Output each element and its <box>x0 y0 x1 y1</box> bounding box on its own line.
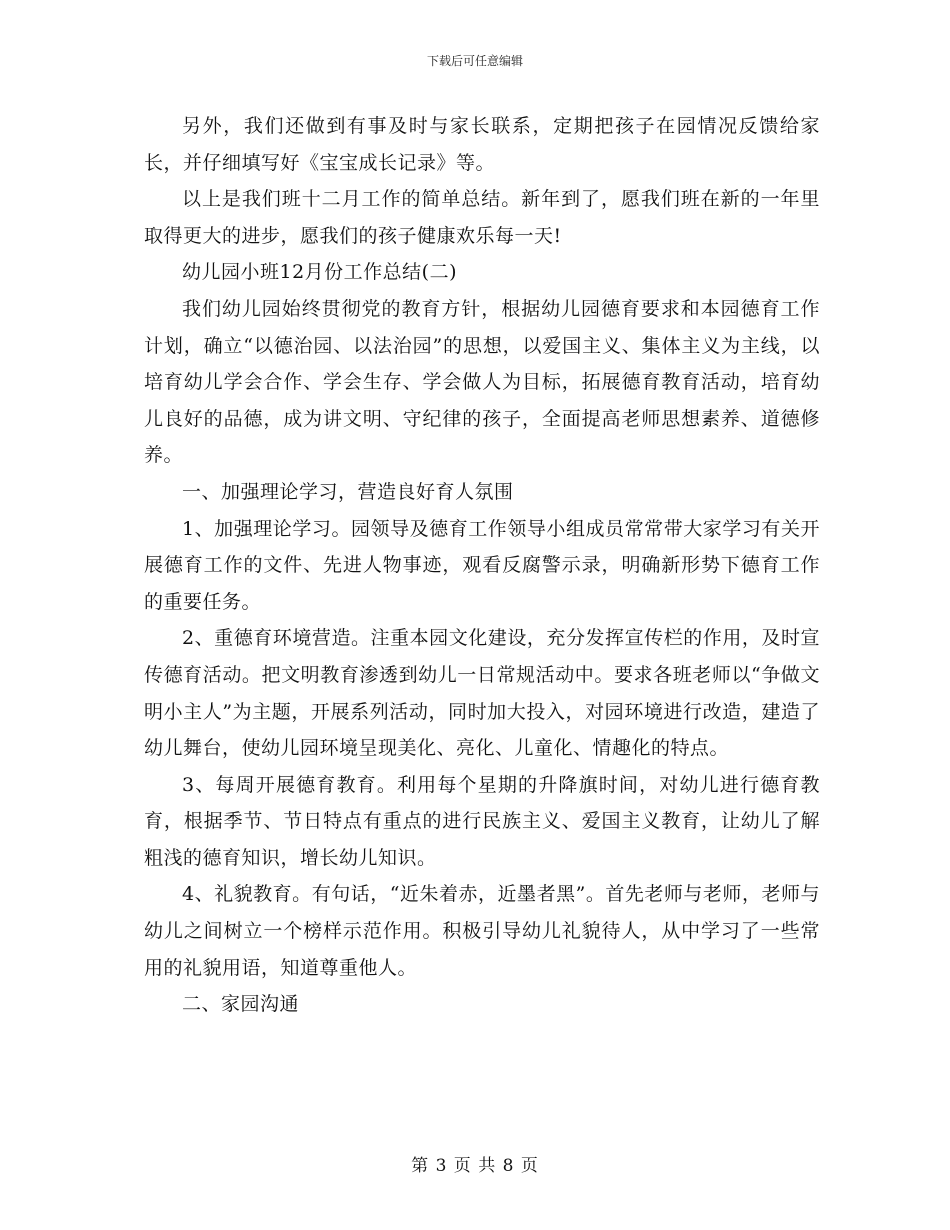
paragraph-item-3: 3、每周开展德育教育。利用每个星期的升降旗时间，对幼儿进行德育教育，根据季节、节日特点有重点的进行民族主义、爱国主义教育，让幼儿了解粗浅的德育知识，增长幼儿知识。 <box>144 773 820 869</box>
paragraph-summary: 以上是我们班十二月工作的简单总结。新年到了，愿我们班在新的一年里取得更大的进步，愿我们的孩子健康欢乐每一天! <box>144 188 820 247</box>
section-title: 幼儿园小班12月份工作总结(二) <box>182 261 458 284</box>
page-header: 下载后可任意编辑 <box>426 54 523 68</box>
paragraph-intro: 我们幼儿园始终贯彻党的教育方针，根据幼儿园德育要求和本园德育工作计划，确立“以德治园、以法治园”的思想，以爱国主义、集体主义为主线，以培育幼儿学会合作、学会生存、学会做人为目标，拓展德育教育活动，培育幼儿良好的品德，成为讲文明、守纪律的孩子，全面提高老师思想素养、道德修养。 <box>144 297 820 467</box>
heading-theory-study: 一、加强理论学习，营造良好育人氛围 <box>182 480 514 503</box>
paragraph-item-2: 2、重德育环境营造。注重本园文化建设，充分发挥宣传栏的作用，及时宣传德育活动。把文明教育渗透到幼儿一日常规活动中。要求各班老师以“争做文明小主人”为主题，开展系列活动，同时加大投入，对园环境进行改造，建造了幼儿舞台，使幼儿园环境呈现美化、亮化、儿童化、情趣化的特点。 <box>144 627 820 760</box>
paragraph-contact-parents: 另外，我们还做到有事及时与家长联系，定期把孩子在园情况反馈给家长，并仔细填写好《宝宝成长记录》等。 <box>144 115 820 174</box>
heading-home-communication: 二、家园沟通 <box>182 993 300 1016</box>
page-number: 第 3 页 共 8 页 <box>411 1156 539 1176</box>
paragraph-item-1: 1、加强理论学习。园领导及德育工作领导小组成员常常带大家学习有关开展德育工作的文件、先进人物事迹，观看反腐警示录，明确新形势下德育工作的重要任务。 <box>144 517 820 613</box>
paragraph-item-4: 4、礼貌教育。有句话，“近朱着赤，近墨者黑”。首先老师与老师，老师与幼儿之间树立一个榜样示范作用。积极引导幼儿礼貌待人，从中学习了一些常用的礼貌用语，知道尊重他人。 <box>144 883 820 979</box>
document-body <box>144 108 820 1023</box>
